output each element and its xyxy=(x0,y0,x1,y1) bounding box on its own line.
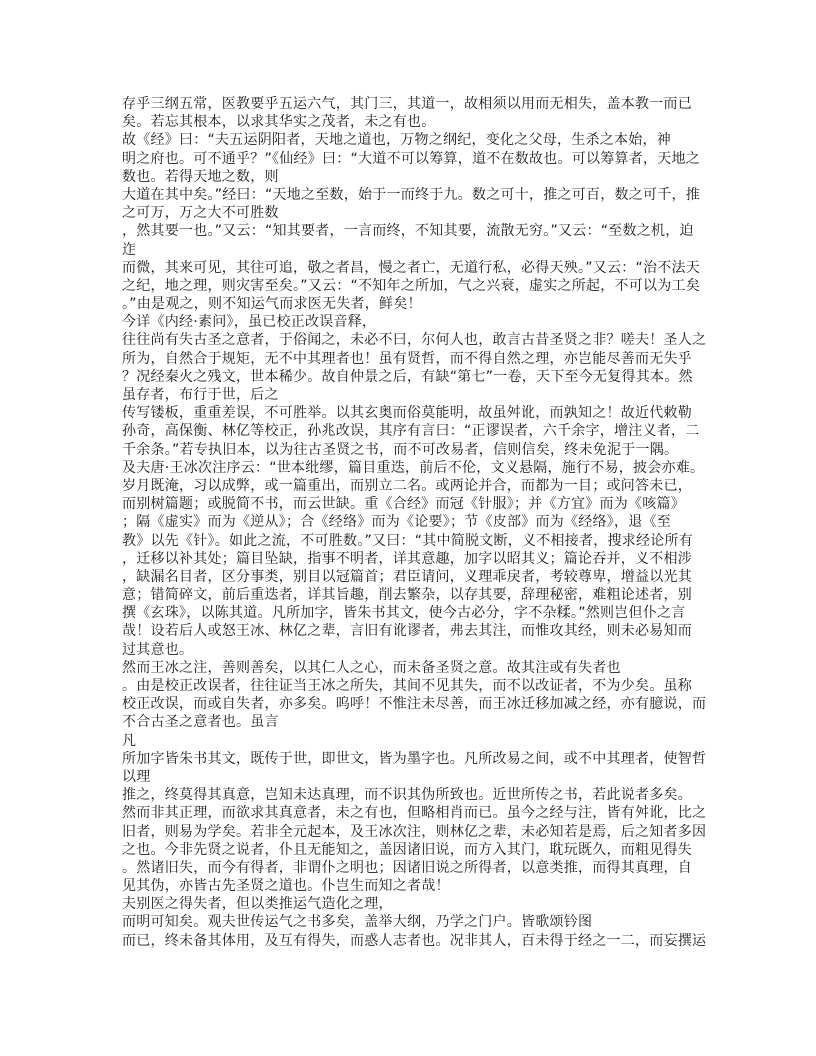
text-line: 撰《玄珠》，以陈其道。凡所加字，皆朱书其文，使今古必分，字不杂糅。”然则岂但仆之言 xyxy=(122,605,686,622)
text-line: 校正改误，而或自失者，亦多矣。呜呼！不惟注未尽善，而王冰迁移加减之经，亦有臆说，而 xyxy=(122,696,707,713)
text-line: 虽存者，布行于世，后之 xyxy=(122,387,279,403)
text-line: 矣。若忘其根本，以求其华实之茂者，未之有也。 xyxy=(122,114,436,131)
text-line: 而明可知矣。观夫世传运气之书多矣，盖举大纲，乃学之门户。皆歌颂钤图 xyxy=(122,914,593,931)
text-line: 不合古圣之意者也。虽言 xyxy=(122,714,279,731)
text-line: 然而非其正理，而欲求其真意者，未之有也，但略相肖而已。虽今之经与注，皆有舛讹，比之 xyxy=(122,805,707,822)
text-line: 而别树篇题；或脱简不书，而云世缺。重《合经》而冠《针服》；并《方宜》而为《咳篇》 xyxy=(122,496,685,513)
text-line: 而已，终未备其体用，及互有得失，而惑人志者也。况非其人，百未得于经之一二，而妄撰运 xyxy=(122,932,707,949)
text-line: 夫别医之得失者，但以类推运气造化之理， xyxy=(122,896,393,913)
text-line: 岁月既淹，习以成弊，或一篇重出，而别立二名。或两论并合，而都为一目；或问答未已， xyxy=(122,477,692,494)
text-line: 孙奇，高保衡、林亿等校正，孙兆改误，其序有言曰：“正谬误者，六千余字，增注义者，二 xyxy=(122,423,700,440)
body-text xyxy=(122,95,707,950)
text-line: 。然诸旧失，而今有得者，非谓仆之明也；因诸旧说之所得者，以意类推，而得其真理，自 xyxy=(122,859,692,876)
text-line: 意；错简碎文，前后重迭者，详其旨趣，削去繁杂，以存其要，辞理秘密，难粗论述者，别 xyxy=(122,587,692,604)
text-line: 迮 xyxy=(122,241,137,258)
text-line: 千余条。”若专执旧本，以为往古圣贤之书，而不可改易者，信则信矣，终未免泥于一隅。 xyxy=(122,441,679,458)
text-line: 哉！设若后人或怒王冰、林亿之辈，言旧有讹谬者，弗去其注，而惟攻其经，则未必易知而 xyxy=(122,623,692,640)
text-line: 。”由是观之，则不知运气而求医无失者，鲜矣！ xyxy=(122,296,422,313)
text-line: 过其意也。 xyxy=(122,641,194,658)
text-line: 之可万，万之大不可胜数 xyxy=(122,205,279,222)
text-line: ？况经秦火之残文，世本稀少。故自仲景之后，有缺“第七”一卷，天下至今无复得其本。然 xyxy=(122,368,693,385)
text-line: 数也。若得天地之数，则 xyxy=(122,168,279,185)
text-line: 所为，自然合于规矩，无不中其理者也！虽有贤哲，而不得自然之理，亦岂能尽善而无失乎 xyxy=(122,350,692,367)
text-line: 明之府也。可不通乎？”《仙经》曰：“大道不可以筹算，道不在数故也。可以筹算者，天地之 xyxy=(122,150,701,167)
text-line: 以理 xyxy=(122,768,151,785)
text-line: 之也。今非先贤之说者，仆且无能知之，盖因诸旧说，而方入其门，耽玩既久，而粗见得失 xyxy=(122,841,692,858)
text-line: 之纪，地之理，则灾害至矣。”又云：“不知年之所加，气之兴衰，虚实之所起，不可以为工矣 xyxy=(122,277,701,294)
text-line: 往往尚有失古圣之意者，于俗闻之，未必不曰，尔何人也，敢言古昔圣贤之非？嗟夫！圣人之 xyxy=(122,332,707,349)
text-line: ，然其要一也。”又云：“知其要者，一言而终，不知其要，流散无穷。”又云：“至数之机，迫 xyxy=(122,223,694,240)
text-line: ，迁移以补其处；篇目坠缺，指事不明者，详其意趣，加字以昭其义；篇论吞并，义不相涉 xyxy=(122,550,692,567)
text-line: 所加字皆朱书其文，既传于世，即世文，皆为墨字也。凡所改易之间，或不中其理者，使智哲 xyxy=(122,750,707,767)
text-line: 旧者，则易为学矣。若非全元起本，及王冰次注，则林亿之辈，未必知若是焉，后之知者多因 xyxy=(122,823,707,840)
text-line: 教》以先《针》。如此之流，不可胜数。”又曰：“其中简脱文断，义不相接者，搜求经论所有 xyxy=(122,532,694,549)
text-line: 推之，终莫得其真意，岂知未达真理，而不识其伪所致也。近世所传之书，若此说者多矣。 xyxy=(122,787,692,804)
text-line: 及夫唐·王冰次注序云：“世本纰缪，篇目重迭，前后不伦，文义悬隔，施行不易，披会亦难。 xyxy=(122,459,705,476)
text-line: 见其伪，亦皆古先圣贤之道也。仆岂生而知之者哉！ xyxy=(122,878,450,895)
text-line: 传写镂板，重重差误，不可胜举。以其玄奥而俗莫能明，故虽舛讹，而孰知之！故近代敕勒 xyxy=(122,405,692,422)
text-line: 今详《内经·素问》，虽已校正改误音释， xyxy=(122,314,377,331)
text-line: ；隔《虚实》而为《逆从》；合《经络》而为《论要》；节《皮部》而为《经络》，退《至 xyxy=(122,514,671,531)
text-line: 故《经》曰：“夫五运阴阳者，天地之道也，万物之纲纪，变化之父母，生杀之本始，神 xyxy=(122,132,672,149)
text-line: 凡 xyxy=(122,732,137,749)
text-line: 而微，其来可见，其往可追，敬之者昌，慢之者亡，无道行私，必得天殃。”又云：“治不法天 xyxy=(122,259,701,276)
text-line: 存乎三纲五常，医教要乎五运六气，其门三，其道一，故相须以用而无相失，盖本教一而已 xyxy=(122,96,692,112)
text-line: ，缺漏名目者，区分事类，别目以冠篇首；君臣请问，义理乖戾者，考较尊卑，增益以光其 xyxy=(122,568,692,585)
text-line: 。由是校正改误者，往往证当王冰之所失，其间不见其失，而不以改证者，不为少矣。虽称 xyxy=(122,678,692,694)
text-line: 然而王冰之注，善则善矣，以其仁人之心，而未备圣贤之意。故其注或有失者也 xyxy=(122,659,621,676)
text-line: 大道在其中矣。”经曰：“天地之至数，始于一而终于九。数之可十，推之可百，数之可千，推 xyxy=(122,186,701,203)
